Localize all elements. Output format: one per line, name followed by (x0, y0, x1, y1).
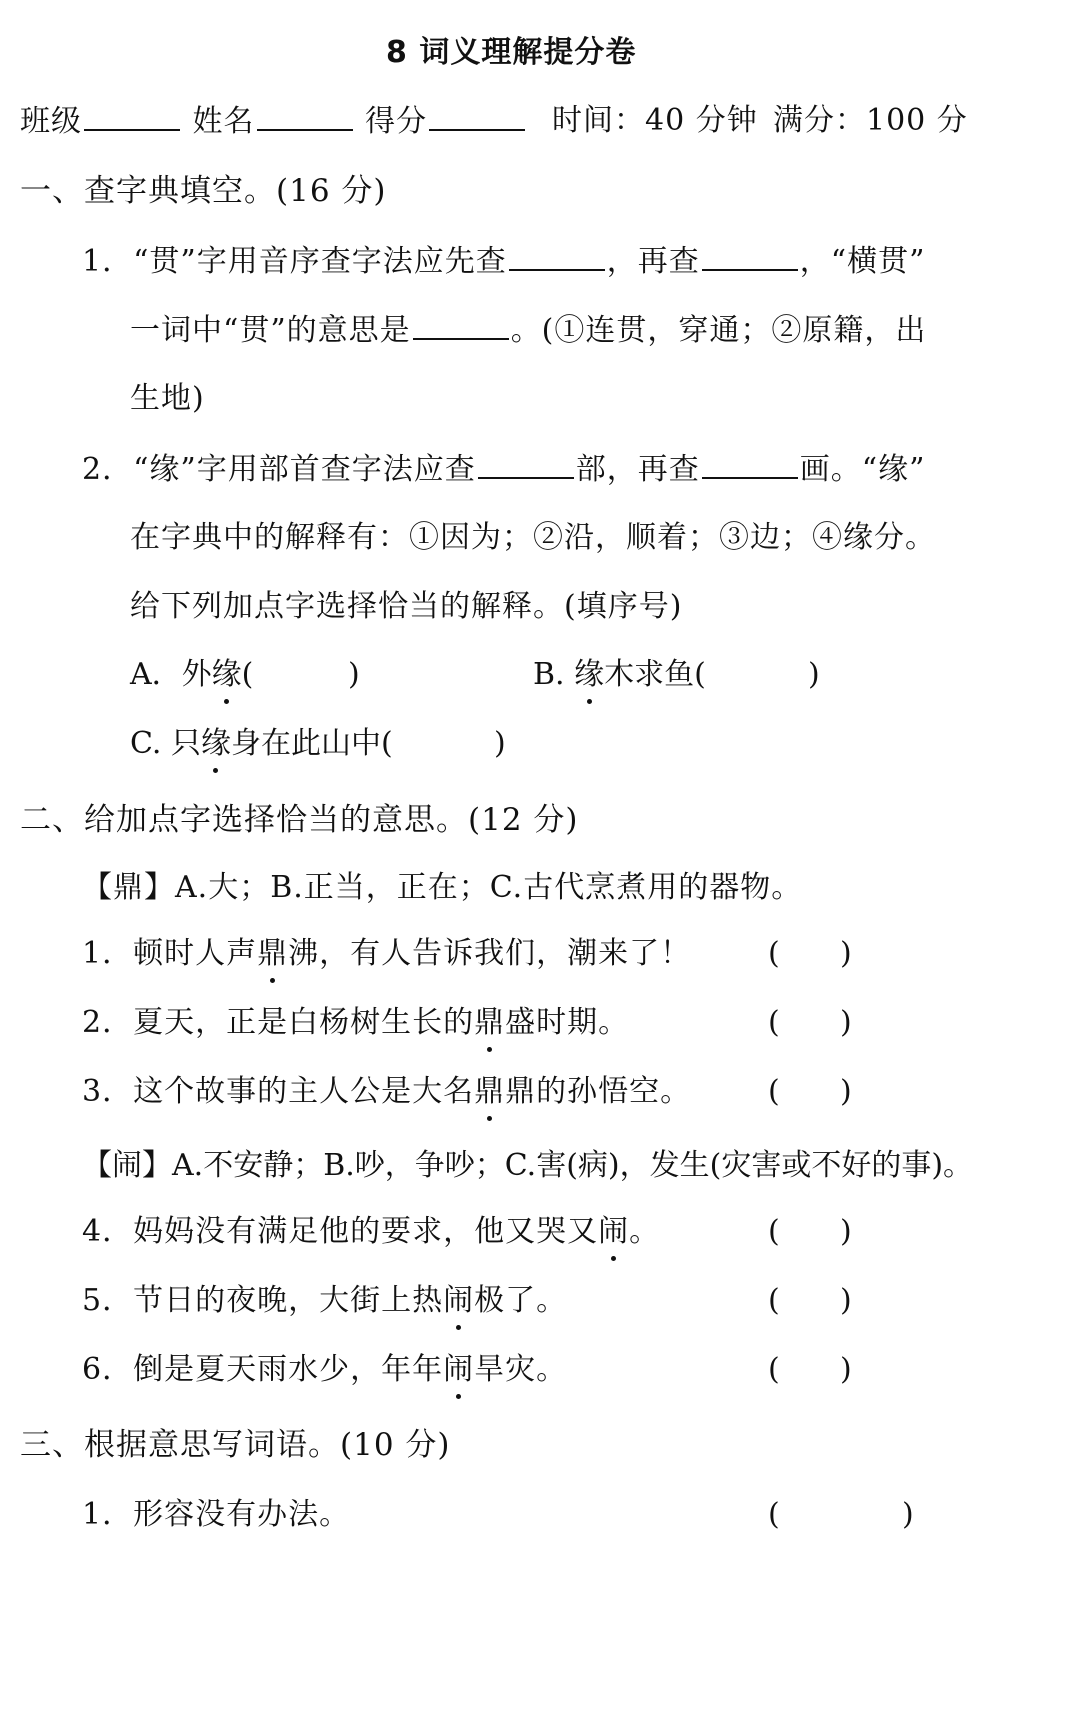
s1-q1-line2 (130, 310, 926, 351)
s1-q1-text-e: 。(①连贯，穿通；②原籍，出 (510, 313, 927, 348)
s2-item-5-dotted: 闹 (443, 1281, 474, 1321)
option-a-prefix: A．外 (130, 657, 212, 692)
option-a-dotted-char: 缘 (212, 655, 242, 695)
section2-heading: 二、给加点字选择恰当的意思。(12 分) (20, 802, 579, 838)
s2-item-1 (82, 934, 691, 974)
s2-item-3-close-paren[interactable]: ) (840, 1074, 852, 1109)
s1-q2-line3: 给下列加点字选择恰当的解释。(填序号) (130, 589, 683, 624)
s2-item-4-dotted: 闹 (598, 1212, 629, 1252)
s2-item-3 (82, 1072, 691, 1112)
s2-item-3-pre: 3．这个故事的主人公是大名 (82, 1074, 475, 1109)
s1-q2-blank-2[interactable] (702, 449, 798, 479)
definition-nao: 【闹】A.不安静；B.吵，争吵；C.害(病)，发生(灾害或不好的事)。 (82, 1148, 974, 1183)
s2-item-1-pre: 1．顿时人声 (82, 936, 258, 971)
s1-q1-blank-1[interactable] (509, 241, 605, 271)
s2-item-6-open-paren[interactable]: ( (768, 1352, 780, 1387)
option-a-answer[interactable]: ) (348, 657, 360, 692)
s3-item-1-close-paren[interactable]: ) (902, 1497, 914, 1532)
s2-item-2-close-paren[interactable]: ) (840, 1005, 852, 1040)
s1-q2-text-c: 画。“缘” (799, 452, 926, 487)
name-blank[interactable] (257, 101, 353, 131)
score-blank[interactable] (429, 101, 525, 131)
option-a-open: ( (241, 657, 254, 692)
s2-item-2-dotted: 鼎 (474, 1003, 505, 1043)
s1-q1-blank-2[interactable] (702, 241, 798, 271)
option-b-prefix: B. (533, 657, 575, 692)
s2-item-3-open-paren[interactable]: ( (768, 1074, 780, 1109)
s2-item-4-open-paren[interactable]: ( (768, 1214, 780, 1249)
s2-item-1-dotted: 鼎 (257, 934, 288, 974)
s1-q1-text-d: 一词中“贯”的意思是 (130, 313, 411, 348)
s1-q1-blank-3[interactable] (413, 310, 509, 340)
s2-item-1-post: 沸，有人告诉我们，潮来了！ (288, 936, 692, 971)
s2-item-5-pre: 5．节日的夜晚，大街上热 (82, 1283, 444, 1318)
s3-item-1: 1．形容没有办法。 (82, 1497, 351, 1532)
s2-item-6-pre: 6．倒是夏天雨水少，年年 (82, 1352, 444, 1387)
option-b-dotted-char: 缘 (574, 655, 604, 695)
s2-item-2-open-paren[interactable]: ( (768, 1005, 780, 1040)
option-c-open: 身在此山中( (230, 726, 393, 761)
s1-q2-text-b: 部，再查 (575, 452, 700, 487)
s2-item-6-post: 旱灾。 (474, 1352, 568, 1387)
option-b-open: 木求鱼( (604, 657, 706, 692)
score-label: 得分 (365, 104, 428, 139)
s2-item-4-close-paren[interactable]: ) (840, 1214, 852, 1249)
s1-q2-line1 (82, 449, 925, 490)
option-c-answer[interactable]: ) (494, 726, 506, 761)
s2-item-4-pre: 4．妈妈没有满足他的要求，他又哭又 (82, 1214, 599, 1249)
time-limit: 时间：40 分钟 (552, 103, 758, 138)
option-c (130, 724, 393, 764)
s2-item-1-open-paren[interactable]: ( (768, 936, 780, 971)
option-b (533, 655, 706, 695)
s2-item-4-post: 。 (629, 1214, 661, 1249)
option-c-dotted-char: 缘 (201, 724, 231, 764)
s1-q1-text-c: ，“横贯” (799, 244, 926, 279)
class-label: 班级 (20, 104, 82, 139)
s2-item-5 (82, 1281, 567, 1321)
s2-item-5-open-paren[interactable]: ( (768, 1283, 780, 1318)
s1-q1-text-b: ，再查 (606, 244, 700, 279)
name-label: 姓名 (192, 104, 255, 139)
definition-ding: 【鼎】A.大；B.正当，正在；C.古代烹煮用的器物。 (82, 870, 803, 905)
s2-item-6-close-paren[interactable]: ) (840, 1352, 852, 1387)
s1-q1-text-a: 1．“贯”字用音序查字法应先查 (82, 244, 507, 279)
full-score: 满分：100 分 (773, 103, 968, 138)
header-info (20, 101, 527, 142)
s1-q1-line3: 生地) (130, 381, 205, 416)
option-b-answer[interactable]: ) (808, 657, 820, 692)
page-title: 8 词义理解提分卷 (386, 35, 637, 70)
s2-item-1-close-paren[interactable]: ) (840, 936, 852, 971)
s2-item-4 (82, 1212, 660, 1252)
s2-item-2-post: 盛时期。 (505, 1005, 630, 1040)
s2-item-3-dotted: 鼎 (474, 1072, 505, 1112)
s1-q1-line1 (82, 241, 925, 282)
option-a (130, 655, 253, 695)
s2-item-2 (82, 1003, 629, 1043)
s2-item-3-post: 鼎的孙悟空。 (505, 1074, 692, 1109)
s1-q2-text-a: 2．“缘”字用部首查字法应查 (82, 452, 476, 487)
class-blank[interactable] (84, 101, 180, 131)
s2-item-6 (82, 1350, 567, 1390)
s2-item-5-post: 极了。 (474, 1283, 568, 1318)
s1-q2-line2: 在字典中的解释有：①因为；②沿，顺着；③边；④缘分。 (130, 520, 936, 555)
option-c-prefix: C. 只 (130, 726, 201, 761)
s2-item-5-close-paren[interactable]: ) (840, 1283, 852, 1318)
s2-item-6-dotted: 闹 (443, 1350, 474, 1390)
section3-heading: 三、根据意思写词语。(10 分) (20, 1427, 451, 1463)
s2-item-2-pre: 2．夏天，正是白杨树生长的 (82, 1005, 475, 1040)
s1-q2-blank-1[interactable] (478, 449, 574, 479)
s3-item-1-open-paren[interactable]: ( (768, 1497, 780, 1532)
section1-heading: 一、查字典填空。(16 分) (20, 173, 387, 209)
